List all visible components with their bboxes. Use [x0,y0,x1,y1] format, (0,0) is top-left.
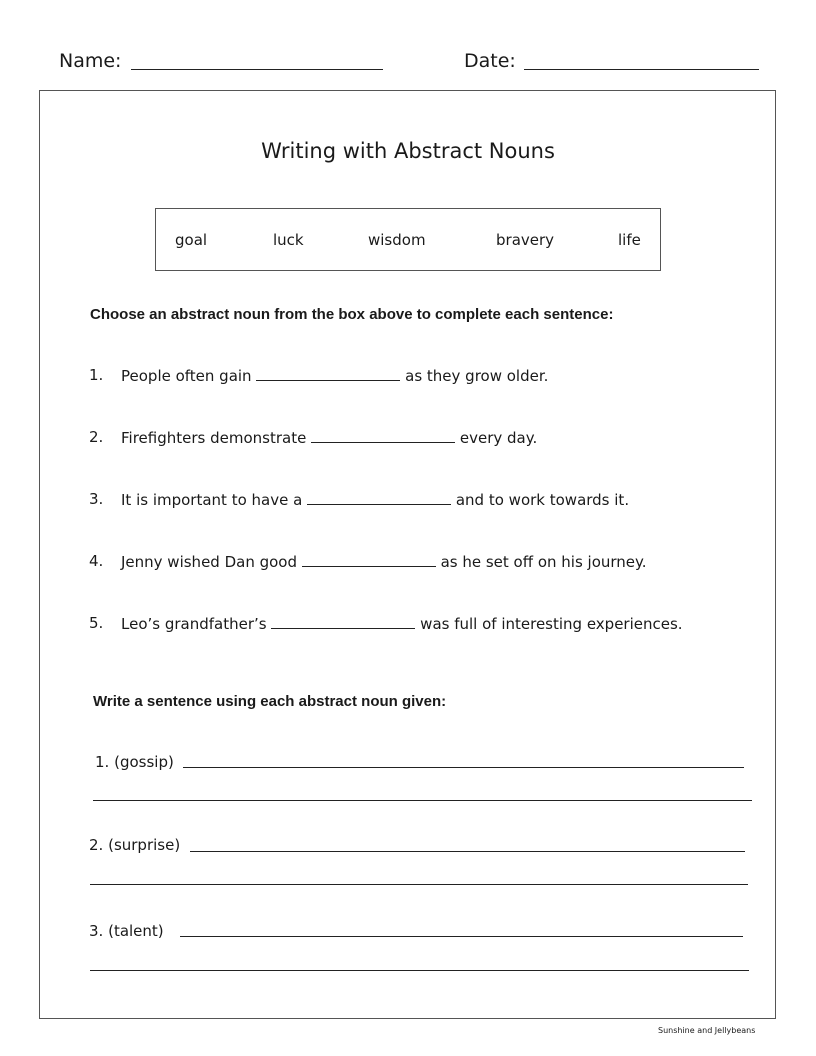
sentence-1 [121,366,548,385]
writing-item-3 [89,922,164,940]
word-bank-item: life [618,231,641,249]
writing-line[interactable] [180,936,743,937]
writing-line[interactable] [90,884,748,885]
page-title: Writing with Abstract Nouns [261,139,555,163]
sentence-after: every day. [459,429,538,447]
instruction-write-sentence: Write a sentence using each abstract noun given: [93,693,447,710]
sentence-before: Jenny wished Dan good [121,553,298,571]
sentence-blank[interactable] [302,552,436,567]
writing-item-number: 3. [89,922,104,940]
writing-line[interactable] [190,851,745,852]
writing-line[interactable] [90,970,749,971]
writing-item-word: (surprise) [108,836,181,854]
sentence-after: and to work towards it. [455,491,630,509]
sentence-after: as they grow older. [405,367,549,385]
date-label: Date: [464,50,516,72]
writing-line[interactable] [183,767,744,768]
sentence-before: It is important to have a [121,491,303,509]
sentence-after: as he set off on his journey. [440,553,647,571]
sentence-blank[interactable] [271,614,415,629]
sentence-blank[interactable] [256,366,400,381]
sentence-4 [121,552,647,571]
writing-item-number: 2. [89,836,104,854]
word-bank-item: goal [175,231,208,249]
word-bank-item: bravery [496,231,555,249]
sentence-blank[interactable] [307,490,451,505]
name-field-line[interactable] [131,69,383,70]
sentence-number: 4. [89,552,104,570]
sentence-before: Leo’s grandfather’s [121,615,267,633]
writing-item-word: (gossip) [114,753,174,771]
sentence-blank[interactable] [311,428,455,443]
sentence-after: was full of interesting experiences. [420,615,683,633]
name-label: Name: [59,50,122,72]
sentence-number: 5. [89,614,104,632]
writing-line[interactable] [93,800,752,801]
writing-item-2 [89,836,180,854]
sentence-number: 1. [89,366,104,384]
writing-item-word: (talent) [108,922,164,940]
date-field-line[interactable] [524,69,759,70]
writing-item-number: 1. [95,753,110,771]
sentence-number: 2. [89,428,104,446]
footer-credit: Sunshine and Jellybeans [658,1026,756,1035]
sentence-3 [121,490,629,509]
word-bank-item: luck [273,231,304,249]
instruction-fill-in: Choose an abstract noun from the box above to complete each sentence: [90,306,614,323]
sentence-before: People often gain [121,367,252,385]
sentence-number: 3. [89,490,104,508]
sentence-2 [121,428,537,447]
writing-item-1 [95,753,174,771]
word-bank-item: wisdom [368,231,426,249]
sentence-before: Firefighters demonstrate [121,429,307,447]
sentence-5 [121,614,683,633]
